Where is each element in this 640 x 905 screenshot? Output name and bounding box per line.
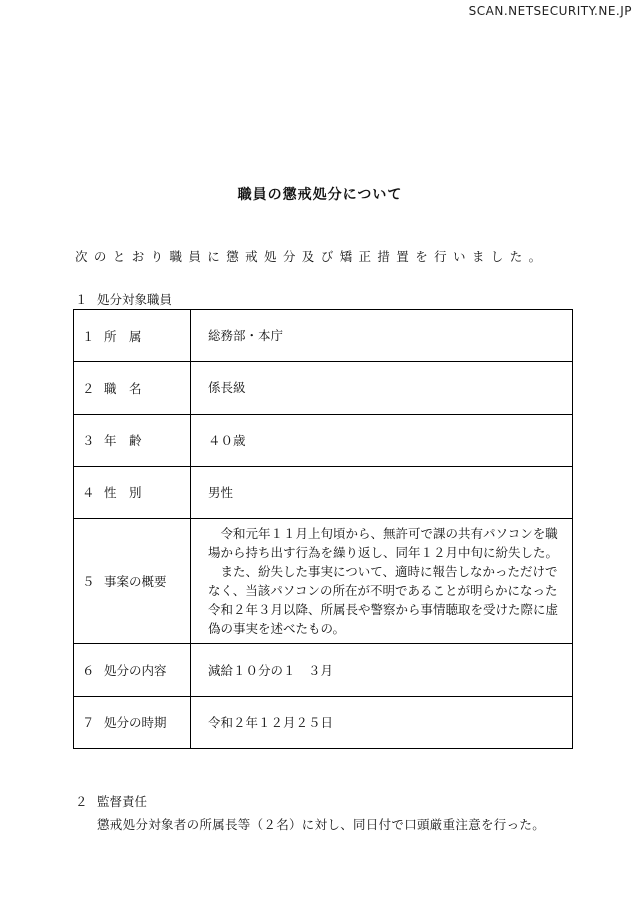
row-number: １	[82, 328, 95, 344]
row-label	[74, 362, 191, 414]
summary-paragraph-2: また、紛失した事実について、適時に報告しなかっただけでなく、当該パソコンの所在が不明であることが明らかになった令和２年３月以降、所属長や警察から事情聴取を受けた際に虚偽の事実を述べたもの。	[208, 564, 559, 637]
section2-title: 監督責任	[97, 794, 148, 809]
summary-paragraph-1: 令和元年１１月上旬頃から、無許可で課の共有パソコンを職場から持ち出す行為を繰り返し、同年１２月中旬に紛失した。	[208, 526, 559, 561]
row-value-position: 係長級	[191, 362, 573, 414]
intro-text: 次のとおり職員に懲戒処分及び矯正措置を行いました。	[75, 249, 548, 264]
row-number: ７	[82, 715, 95, 731]
table-row	[74, 519, 573, 644]
row-value-affiliation: 総務部・本庁	[191, 310, 573, 362]
disciplinary-details-table	[73, 309, 573, 749]
row-value-gender: 男性	[191, 466, 573, 518]
section2-number: ２	[75, 794, 88, 809]
row-value-summary	[191, 519, 573, 644]
row-number: ５	[82, 574, 95, 590]
section1-heading	[75, 290, 172, 308]
row-label-text: 処分の時期	[104, 715, 167, 731]
section1-number: １	[75, 292, 88, 307]
section2-heading	[75, 792, 147, 810]
table-row	[74, 414, 573, 466]
table-row	[74, 466, 573, 518]
watermark: SCAN.NETSECURITY.NE.JP	[468, 4, 632, 18]
row-value-age: ４０歳	[191, 414, 573, 466]
row-number: ６	[82, 663, 95, 679]
section2-body: 懲戒処分対象者の所属長等（２名）に対し、同日付で口頭厳重注意を行った。	[97, 817, 546, 832]
row-number: ４	[82, 485, 95, 501]
row-label	[74, 466, 191, 518]
table-row	[74, 696, 573, 748]
row-label-text: 処分の内容	[104, 663, 167, 679]
row-label	[74, 696, 191, 748]
row-label	[74, 414, 191, 466]
row-number: ３	[82, 433, 95, 449]
row-label	[74, 310, 191, 362]
row-label-text: 事案の概要	[104, 574, 167, 590]
document-title: 職員の懲戒処分について	[237, 187, 403, 203]
row-label-text: 性 別	[104, 485, 142, 501]
row-label-text: 職 名	[104, 380, 142, 396]
row-label-text: 年 齢	[104, 433, 142, 449]
table-row	[74, 362, 573, 414]
section1-title: 処分対象職員	[97, 292, 173, 307]
table-row	[74, 644, 573, 696]
row-number: ２	[82, 380, 95, 396]
row-label	[74, 519, 191, 644]
table-row	[74, 310, 573, 362]
row-value-penalty: 減給１０分の１ ３月	[191, 644, 573, 696]
row-label	[74, 644, 191, 696]
row-value-date: 令和２年１２月２５日	[191, 696, 573, 748]
row-label-text: 所 属	[104, 328, 142, 344]
